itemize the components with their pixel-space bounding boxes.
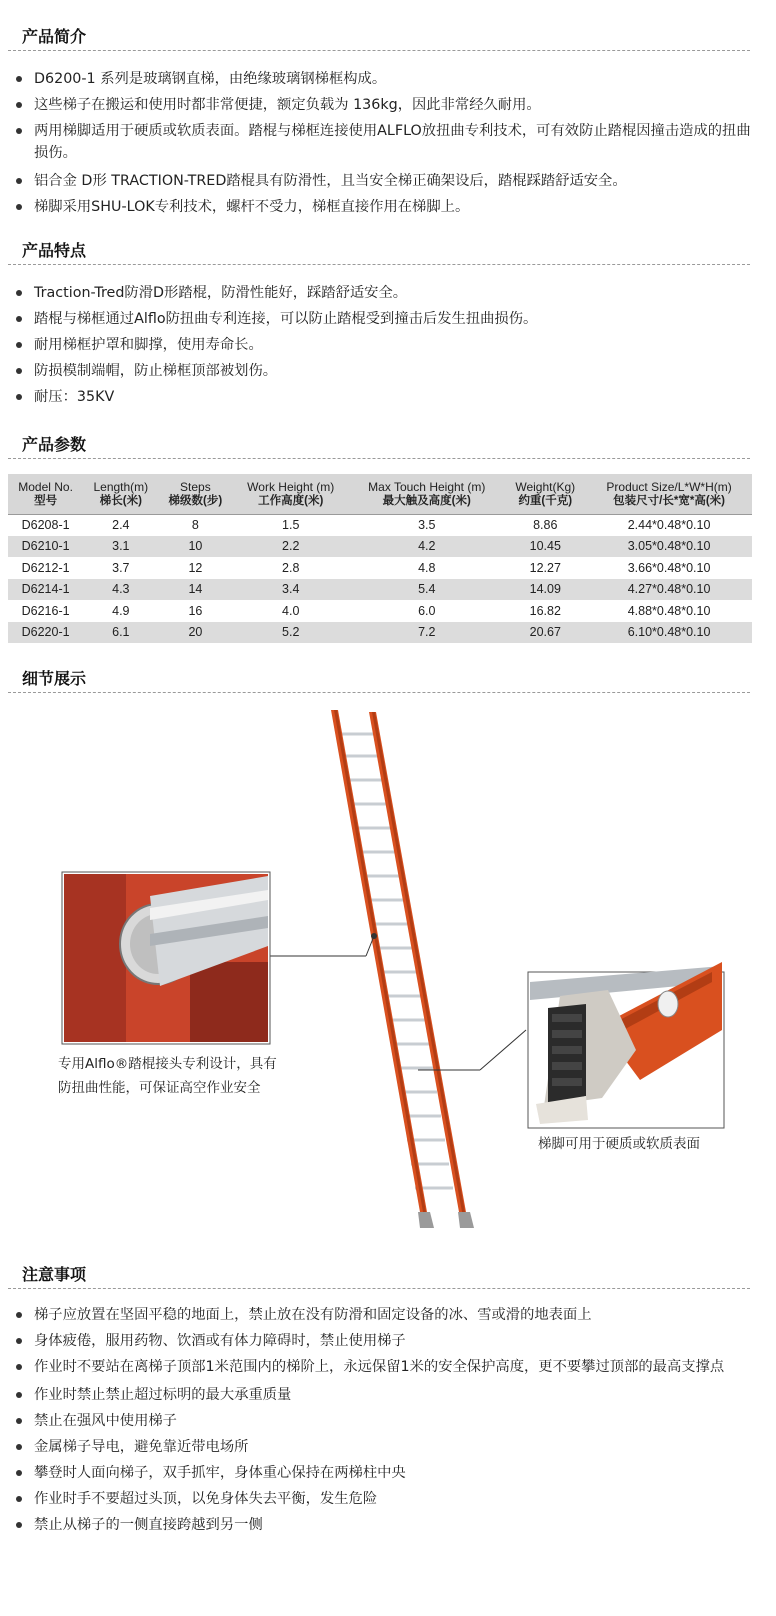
table-cell: 2.2 — [232, 536, 349, 558]
intro-divider — [8, 50, 750, 51]
notes-divider — [8, 1288, 750, 1289]
table-cell: 12.27 — [504, 557, 586, 579]
table-cell: 8.86 — [504, 514, 586, 536]
table-cell: 3.5 — [349, 514, 504, 536]
list-item: 防损模制端帽，防止梯框顶部被划伤。 — [14, 358, 754, 384]
table-cell: 12 — [158, 557, 232, 579]
list-item: 梯脚采用SHU-LOK专利技术，螺杆不受力，梯框直接作用在梯脚上。 — [14, 194, 754, 220]
table-cell: D6220-1 — [8, 622, 83, 644]
params-divider — [8, 458, 750, 459]
notes-title: 注意事项 — [22, 1265, 87, 1284]
table-row — [8, 600, 752, 622]
table-row — [8, 536, 752, 558]
table-cell: 8 — [158, 514, 232, 536]
table-row — [8, 557, 752, 579]
col-steps: Steps 梯级数(步) — [158, 474, 232, 514]
right-caption: 梯脚可用于硬质或软质表面 — [538, 1136, 700, 1152]
ladder-image — [331, 710, 474, 1228]
list-item: 禁止从梯子的一侧直接跨越到另一侧 — [14, 1512, 754, 1538]
table-row — [8, 579, 752, 601]
table-cell: 4.9 — [83, 600, 158, 622]
list-item: 作业时手不要超过头顶，以免身体失去平衡，发生危险 — [14, 1486, 754, 1512]
table-cell: 4.2 — [349, 536, 504, 558]
table-cell: 16.82 — [504, 600, 586, 622]
list-item: 梯子应放置在坚固平稳的地面上，禁止放在没有防滑和固定设备的冰、雪或滑的地表面上 — [14, 1302, 754, 1328]
col-weight: Weight(Kg) 约重(千克) — [504, 474, 586, 514]
table-cell: 3.66*0.48*0.10 — [586, 557, 752, 579]
list-item: D6200-1 系列是玻璃钢直梯，由绝缘玻璃钢梯框构成。 — [14, 66, 754, 92]
table-cell: 6.10*0.48*0.10 — [586, 622, 752, 644]
table-cell: 10 — [158, 536, 232, 558]
list-item: 耐压：35KV — [14, 384, 754, 410]
table-cell: D6208-1 — [8, 514, 83, 536]
col-max-touch-height: Max Touch Height (m) 最大触及高度(米) — [349, 474, 504, 514]
col-product-size: Product Size/L*W*H(m) 包装尺寸/长*宽*高(米) — [586, 474, 752, 514]
table-cell: D6210-1 — [8, 536, 83, 558]
params-table — [8, 474, 752, 644]
table-cell: 2.8 — [232, 557, 349, 579]
table-cell: 14.09 — [504, 579, 586, 601]
table-cell: 6.0 — [349, 600, 504, 622]
list-item: 耐用梯框护罩和脚撑，使用寿命长。 — [14, 332, 754, 358]
table-cell: 2.44*0.48*0.10 — [586, 514, 752, 536]
table-cell: 3.05*0.48*0.10 — [586, 536, 752, 558]
list-item: 禁止在强风中使用梯子 — [14, 1408, 754, 1434]
table-cell: 4.8 — [349, 557, 504, 579]
list-item: 金属梯子导电，避免靠近带电场所 — [14, 1434, 754, 1460]
features-title: 产品特点 — [22, 241, 87, 260]
features-list — [14, 280, 754, 410]
list-item: 身体疲倦，服用药物、饮酒或有体力障碍时，禁止使用梯子 — [14, 1328, 754, 1354]
list-item: 铝合金 D形 TRACTION-TRED踏棍具有防滑性，且当安全梯正确架设后，踏棍踩踏舒适安全。 — [14, 168, 754, 194]
table-cell: 20.67 — [504, 622, 586, 644]
list-item: 这些梯子在搬运和使用时都非常便捷，额定负载为 136kg，因此非常经久耐用。 — [14, 92, 754, 118]
left-caption-line2: 防扭曲性能，可保证高空作业安全 — [58, 1080, 261, 1096]
table-cell: 3.1 — [83, 536, 158, 558]
list-item: Traction-Tred防滑D形踏棍，防滑性能好，踩踏舒适安全。 — [14, 280, 754, 306]
table-cell: 14 — [158, 579, 232, 601]
list-item: 作业时禁止禁止超过标明的最大承重质量 — [14, 1382, 754, 1408]
left-caption-line1: 专用Alflo®踏棍接头专利设计，具有 — [58, 1056, 277, 1072]
list-item: 攀登时人面向梯子，双手抓牢，身体重心保持在两梯柱中央 — [14, 1460, 754, 1486]
table-cell: 3.4 — [232, 579, 349, 601]
table-cell: 5.4 — [349, 579, 504, 601]
table-cell: 4.3 — [83, 579, 158, 601]
table-row — [8, 622, 752, 644]
ladder-foot-photo — [528, 962, 724, 1128]
table-cell: 4.0 — [232, 600, 349, 622]
table-cell: 3.7 — [83, 557, 158, 579]
table-cell: 4.88*0.48*0.10 — [586, 600, 752, 622]
table-cell: 16 — [158, 600, 232, 622]
params-title: 产品参数 — [22, 435, 87, 454]
col-model: Model No. 型号 — [8, 474, 83, 514]
table-cell: 20 — [158, 622, 232, 644]
table-cell: D6216-1 — [8, 600, 83, 622]
table-cell: 1.5 — [232, 514, 349, 536]
list-item: 作业时不要站在离梯子顶部1米范围内的梯阶上，永远保留1米的安全保护高度，更不要攀过顶部的最高支撑点 — [14, 1356, 754, 1378]
list-item: 两用梯脚适用于硬质或软质表面。踏棍与梯框连接使用ALFLO放扭曲专利技术，可有效防止踏棍因撞击造成的扭曲损伤。 — [14, 120, 754, 164]
detail-illustration — [0, 700, 776, 1240]
intro-list — [14, 66, 754, 220]
table-cell: 4.27*0.48*0.10 — [586, 579, 752, 601]
ladder-figure — [0, 700, 776, 1240]
table-cell: D6212-1 — [8, 557, 83, 579]
col-length: Length(m) 梯长(米) — [83, 474, 158, 514]
features-divider — [8, 264, 750, 265]
table-cell: 2.4 — [83, 514, 158, 536]
table-cell: 7.2 — [349, 622, 504, 644]
list-item: 踏棍与梯框通过Alflo防扭曲专利连接，可以防止踏棍受到撞击后发生扭曲损伤。 — [14, 306, 754, 332]
intro-title: 产品简介 — [22, 27, 87, 46]
details-divider — [8, 692, 750, 693]
table-cell: D6214-1 — [8, 579, 83, 601]
notes-list — [14, 1302, 754, 1538]
table-cell: 10.45 — [504, 536, 586, 558]
details-title: 细节展示 — [22, 669, 87, 688]
table-header-row — [8, 474, 752, 514]
rung-joint-photo — [62, 872, 270, 1044]
col-work-height: Work Height (m) 工作高度(米) — [232, 474, 349, 514]
table-row — [8, 514, 752, 536]
table-cell: 5.2 — [232, 622, 349, 644]
table-cell: 6.1 — [83, 622, 158, 644]
